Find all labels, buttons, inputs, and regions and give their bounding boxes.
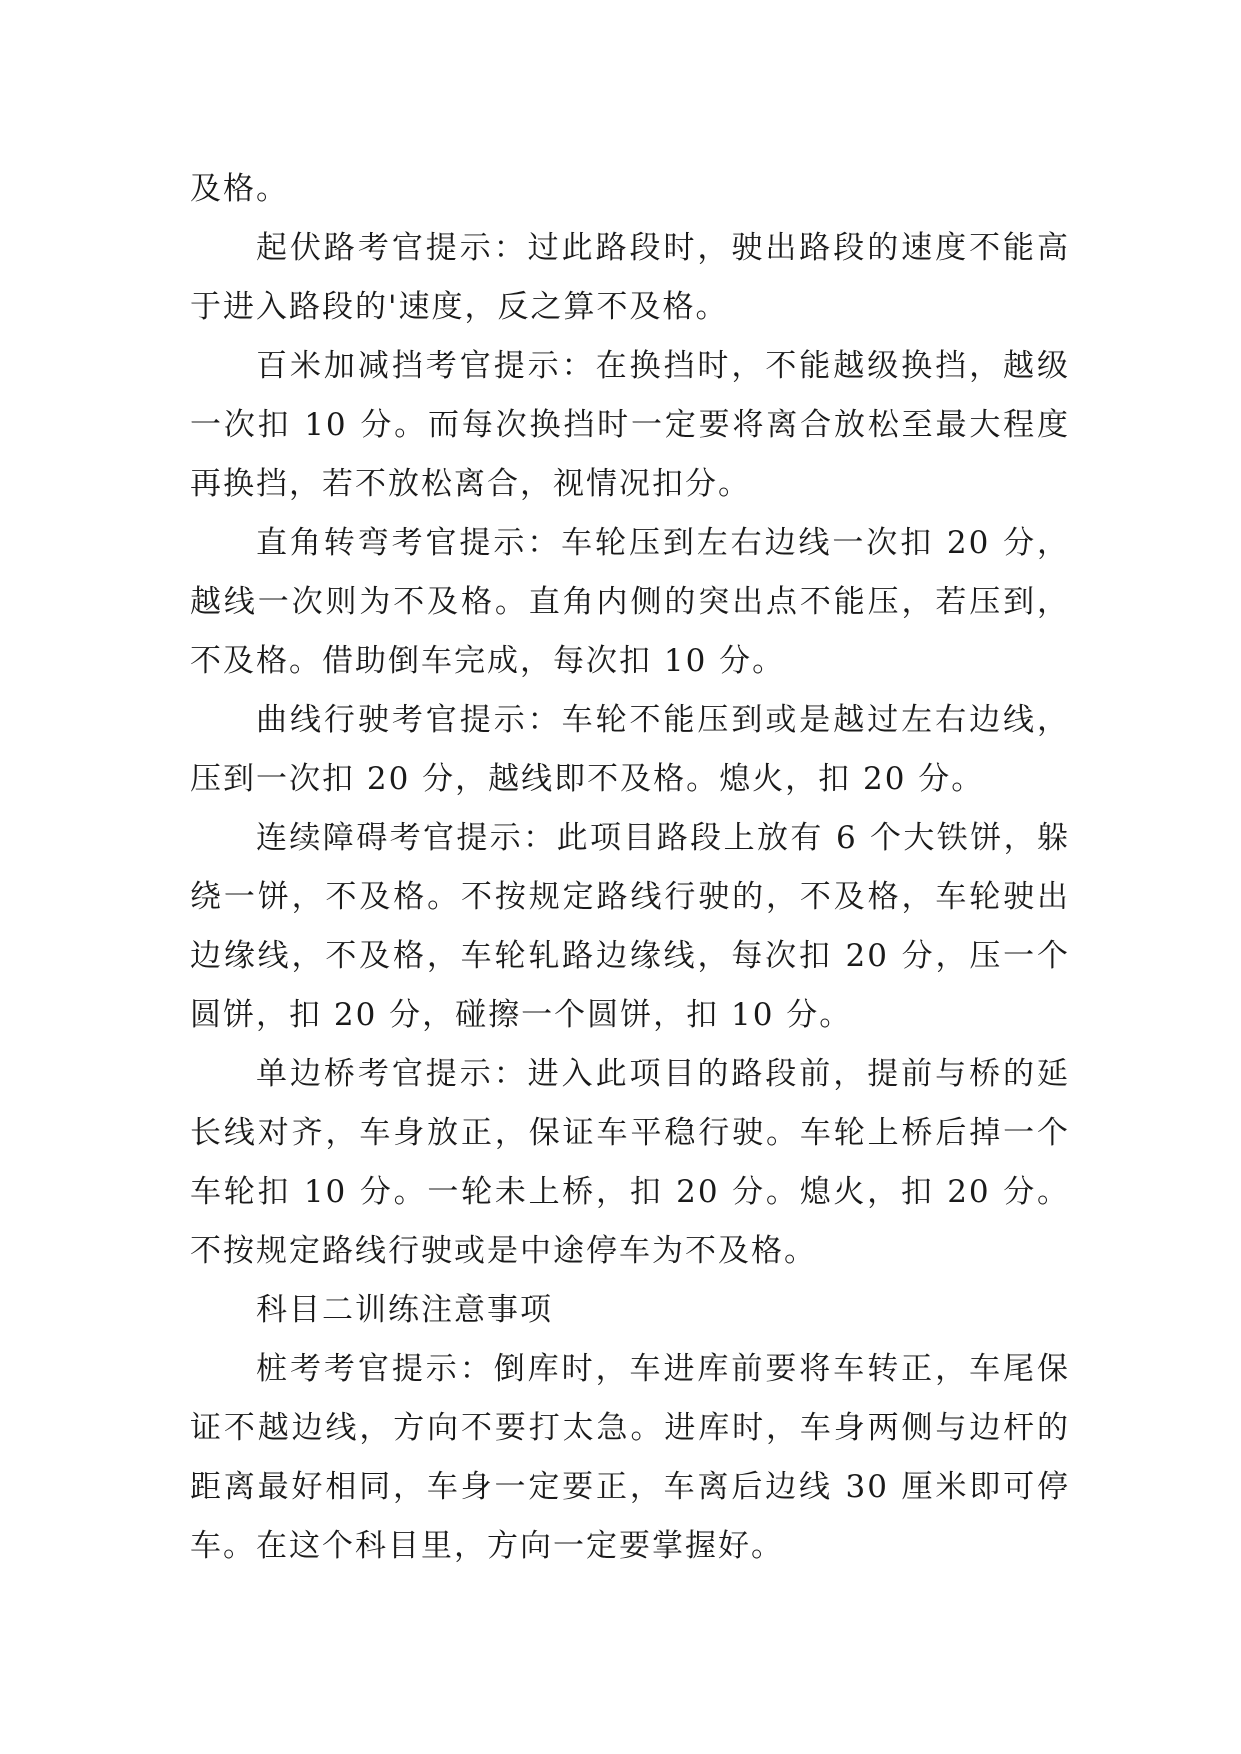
paragraph-gear-shift: 百米加减挡考官提示：在换挡时，不能越级换挡，越级一次扣 10 分。而每次换挡时一定要将离合放松至最大程度再换挡，若不放松离合，视情况扣分。 xyxy=(190,348,1070,502)
document-body xyxy=(190,160,1070,1576)
paragraph-right-angle-turn: 直角转弯考官提示：车轮压到左右边线一次扣 20 分，越线一次则为不及格。直角内侧的突出点不能压，若压到，不及格。借助倒车完成，每次扣 10 分。 xyxy=(190,525,1070,679)
paragraph-continuous-obstacles: 连续障碍考官提示：此项目路段上放有 6 个大铁饼，躲绕一饼，不及格。不按规定路线行驶的，不及格，车轮驶出边缘线，不及格，车轮轧路边缘线，每次扣 20 分，压一个圆饼，扣 20 分，碰擦一个圆饼，扣 10 分。 xyxy=(190,820,1070,1033)
paragraph-single-bridge: 单边桥考官提示：进入此项目的路段前，提前与桥的延长线对齐，车身放正，保证车平稳行驶。车轮上桥后掉一个车轮扣 10 分。一轮未上桥，扣 20 分。熄火，扣 20 分。不按规定路线行驶或是中途停车为不及格。 xyxy=(190,1056,1070,1269)
paragraph-rolling-road: 起伏路考官提示：过此路段时，驶出路段的速度不能高于进入路段的'速度，反之算不及格。 xyxy=(190,230,1070,325)
paragraph-pile-test: 桩考考官提示：倒库时，车进库前要将车转正，车尾保证不越边线，方向不要打太急。进库时，车身两侧与边杆的距离最好相同，车身一定要正，车离后边线 30 厘米即可停车。在这个科目里，方向一定要掌握好。 xyxy=(190,1351,1070,1564)
paragraph-curve-driving: 曲线行驶考官提示：车轮不能压到或是越过左右边线，压到一次扣 20 分，越线即不及格。熄火，扣 20 分。 xyxy=(190,702,1070,797)
section-heading: 科目二训练注意事项 xyxy=(256,1292,553,1328)
paragraph-continuation: 及格。 xyxy=(190,171,289,207)
